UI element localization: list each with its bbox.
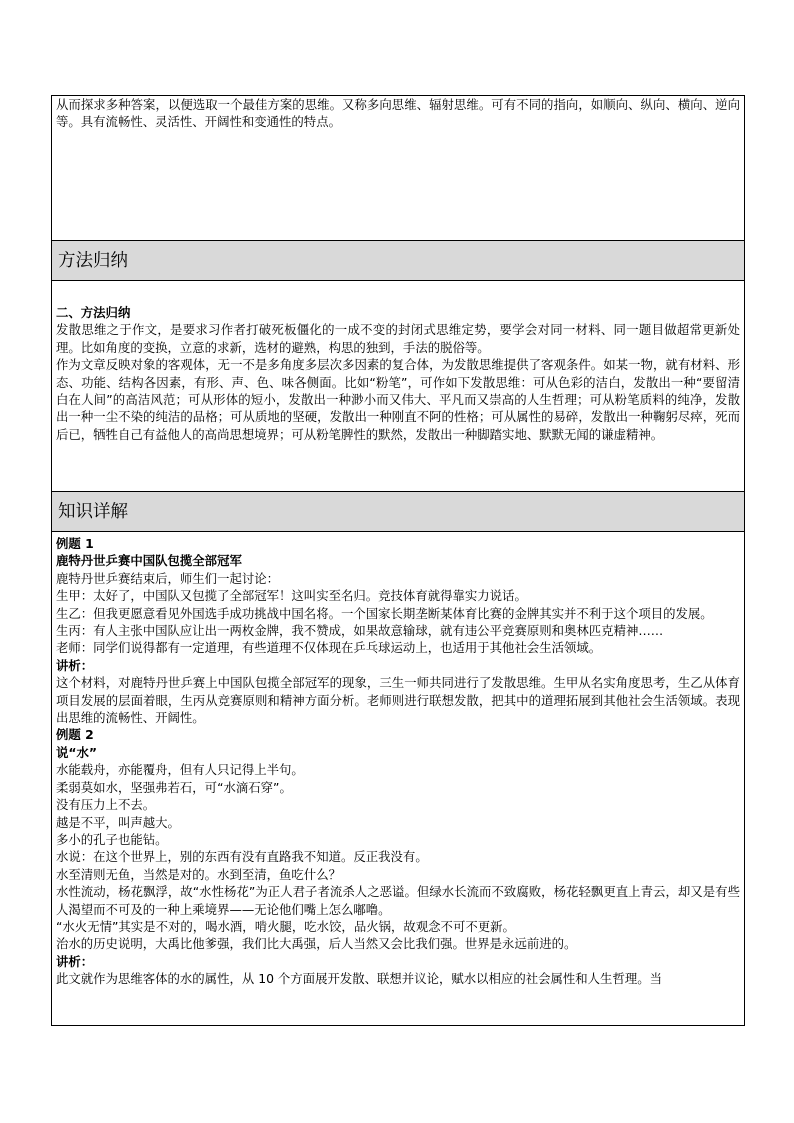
detail-section-body — [51, 532, 745, 1026]
detail-heading-line: 说“水” — [56, 744, 98, 760]
detail-text-line: 没有压力上不去。 — [56, 797, 156, 813]
method-subtitle: 二、方法归纳 — [56, 305, 131, 320]
detail-text-line: 生乙：但我更愿意看见外国选手成功挑战中国名将。一个国家长期垄断某体育比赛的金牌其实并不利于这个项目的发展。 — [56, 605, 713, 621]
detail-text-line: 水能载舟，亦能覆舟，但有人只记得上半句。 — [56, 762, 304, 778]
intro-block — [51, 95, 745, 241]
detail-heading-line: 例题 2 — [56, 727, 94, 743]
method-section-body — [51, 281, 745, 492]
method-section-header: 方法归纳 — [51, 241, 745, 281]
detail-text-line: 水性流动，杨花飘浮，故“水性杨花”为正人君子者流杀人之恶谥。但绿水长流而不致腐败，杨花轻飘更直上青云，却又是有些人渴望而不可及的一种上乘境界——无论他们嘴上怎么嘟噜。 — [56, 884, 740, 917]
intro-paragraph: 从而探求多种答案，以便选取一个最佳方案的思维。又称多向思维、辐射思维。可有不同的指向，如顺向、纵向、横向、逆向等。具有流畅性、灵活性、开阔性和变通性的特点。 — [56, 97, 740, 130]
detail-text-line: “水火无情”其实是不对的，喝水酒，啃火腿，吃水饺，品火锅，故观念不可不更新。 — [56, 918, 515, 934]
detail-text-line: 鹿特丹世乒赛结束后，师生们一起讨论： — [56, 570, 280, 586]
detail-text-line: 生丙：有人主张中国队应让出一两枚金牌，我不赞成，如果故意输球，就有违公平竞赛原则和奥林匹克精神…… — [56, 623, 664, 639]
detail-heading-line: 讲析： — [56, 953, 94, 969]
detail-text-line: 治水的历史说明，大禹比他爹强，我们比大禹强，后人当然又会比我们强。世界是永远前进的。 — [56, 936, 577, 952]
detail-text-line: 柔弱莫如水，坚强弗若石，可“水滴石穿”。 — [56, 779, 292, 795]
detail-text-line: 此文就作为思维客体的水的属性，从 10 个方面展开发散、联想并议论，赋水以相应的社会属性和人生哲理。当 — [56, 971, 663, 987]
detail-heading-line: 鹿特丹世乒赛中国队包揽全部冠军 — [56, 553, 242, 569]
method-paragraph: 作为文章反映对象的客观体，无一不是多角度多层次多因素的复合体，为发散思维提供了客观条件。如某一物，就有材料、形态、功能、结构各因素，有形、声、色、味各侧面。比如“粉笔”，可作如下发散思维：可从色彩的洁白，发散出一种“要留清白在人间”的高洁风范；可从形体的短小，发散出一种渺小而又伟大、平凡而又崇高的人生哲理；可从粉笔质料的纯净，发散出一种一尘不染的纯洁的品格；可从质地的坚硬，发散出一种刚直不阿的性格；可从属性的易碎，发散出一种鞠躬尽瘁，死而后已，牺牲自己有益他人的高尚思想境界；可从粉笔脾性的默然，发散出一种脚踏实地、默默无闻的谦虚精神。 — [56, 357, 740, 442]
detail-heading-line: 例题 1 — [56, 536, 94, 551]
detail-heading-line: 讲析： — [56, 657, 94, 673]
detail-text-line: 越是不平，叫声越大。 — [56, 814, 180, 830]
detail-text-line: 多小的孔子也能钻。 — [56, 831, 168, 847]
detail-text-line: 水至清则无鱼，当然是对的。水到至清，鱼吃什么？ — [56, 866, 341, 882]
detail-section-header: 知识详解 — [51, 492, 745, 532]
document-page — [51, 95, 745, 1026]
detail-text-line: 生甲：太好了，中国队又包揽了全部冠军！这叫实至名归。竞技体育就得靠实力说话。 — [56, 588, 527, 604]
method-paragraph: 发散思维之于作文，是要求习作者打破死板僵化的一成不变的封闭式思维定势，要学会对同一材料、同一题目做超常更新处理。比如角度的变换，立意的求新，选材的避熟，构思的独到，手法的脱俗等。 — [56, 322, 740, 355]
detail-text-line: 这个材料，对鹿特丹世乒赛上中国队包揽全部冠军的现象，三生一师共同进行了发散思维。生甲从名实角度思考，生乙从体育项目发展的层面着眼，生丙从竞赛原则和精神方面分析。老师则进行联想发散，把其中的道理拓展到其他社会生活领域。表现出思维的流畅性、开阔性。 — [56, 675, 740, 726]
detail-text-line: 水说：在这个世界上，别的东西有没有直路我不知道。反正我没有。 — [56, 849, 428, 865]
detail-text-line: 老师：同学们说得都有一定道理，有些道理不仅体现在乒乓球运动上，也适用于其他社会生活领域。 — [56, 640, 602, 656]
